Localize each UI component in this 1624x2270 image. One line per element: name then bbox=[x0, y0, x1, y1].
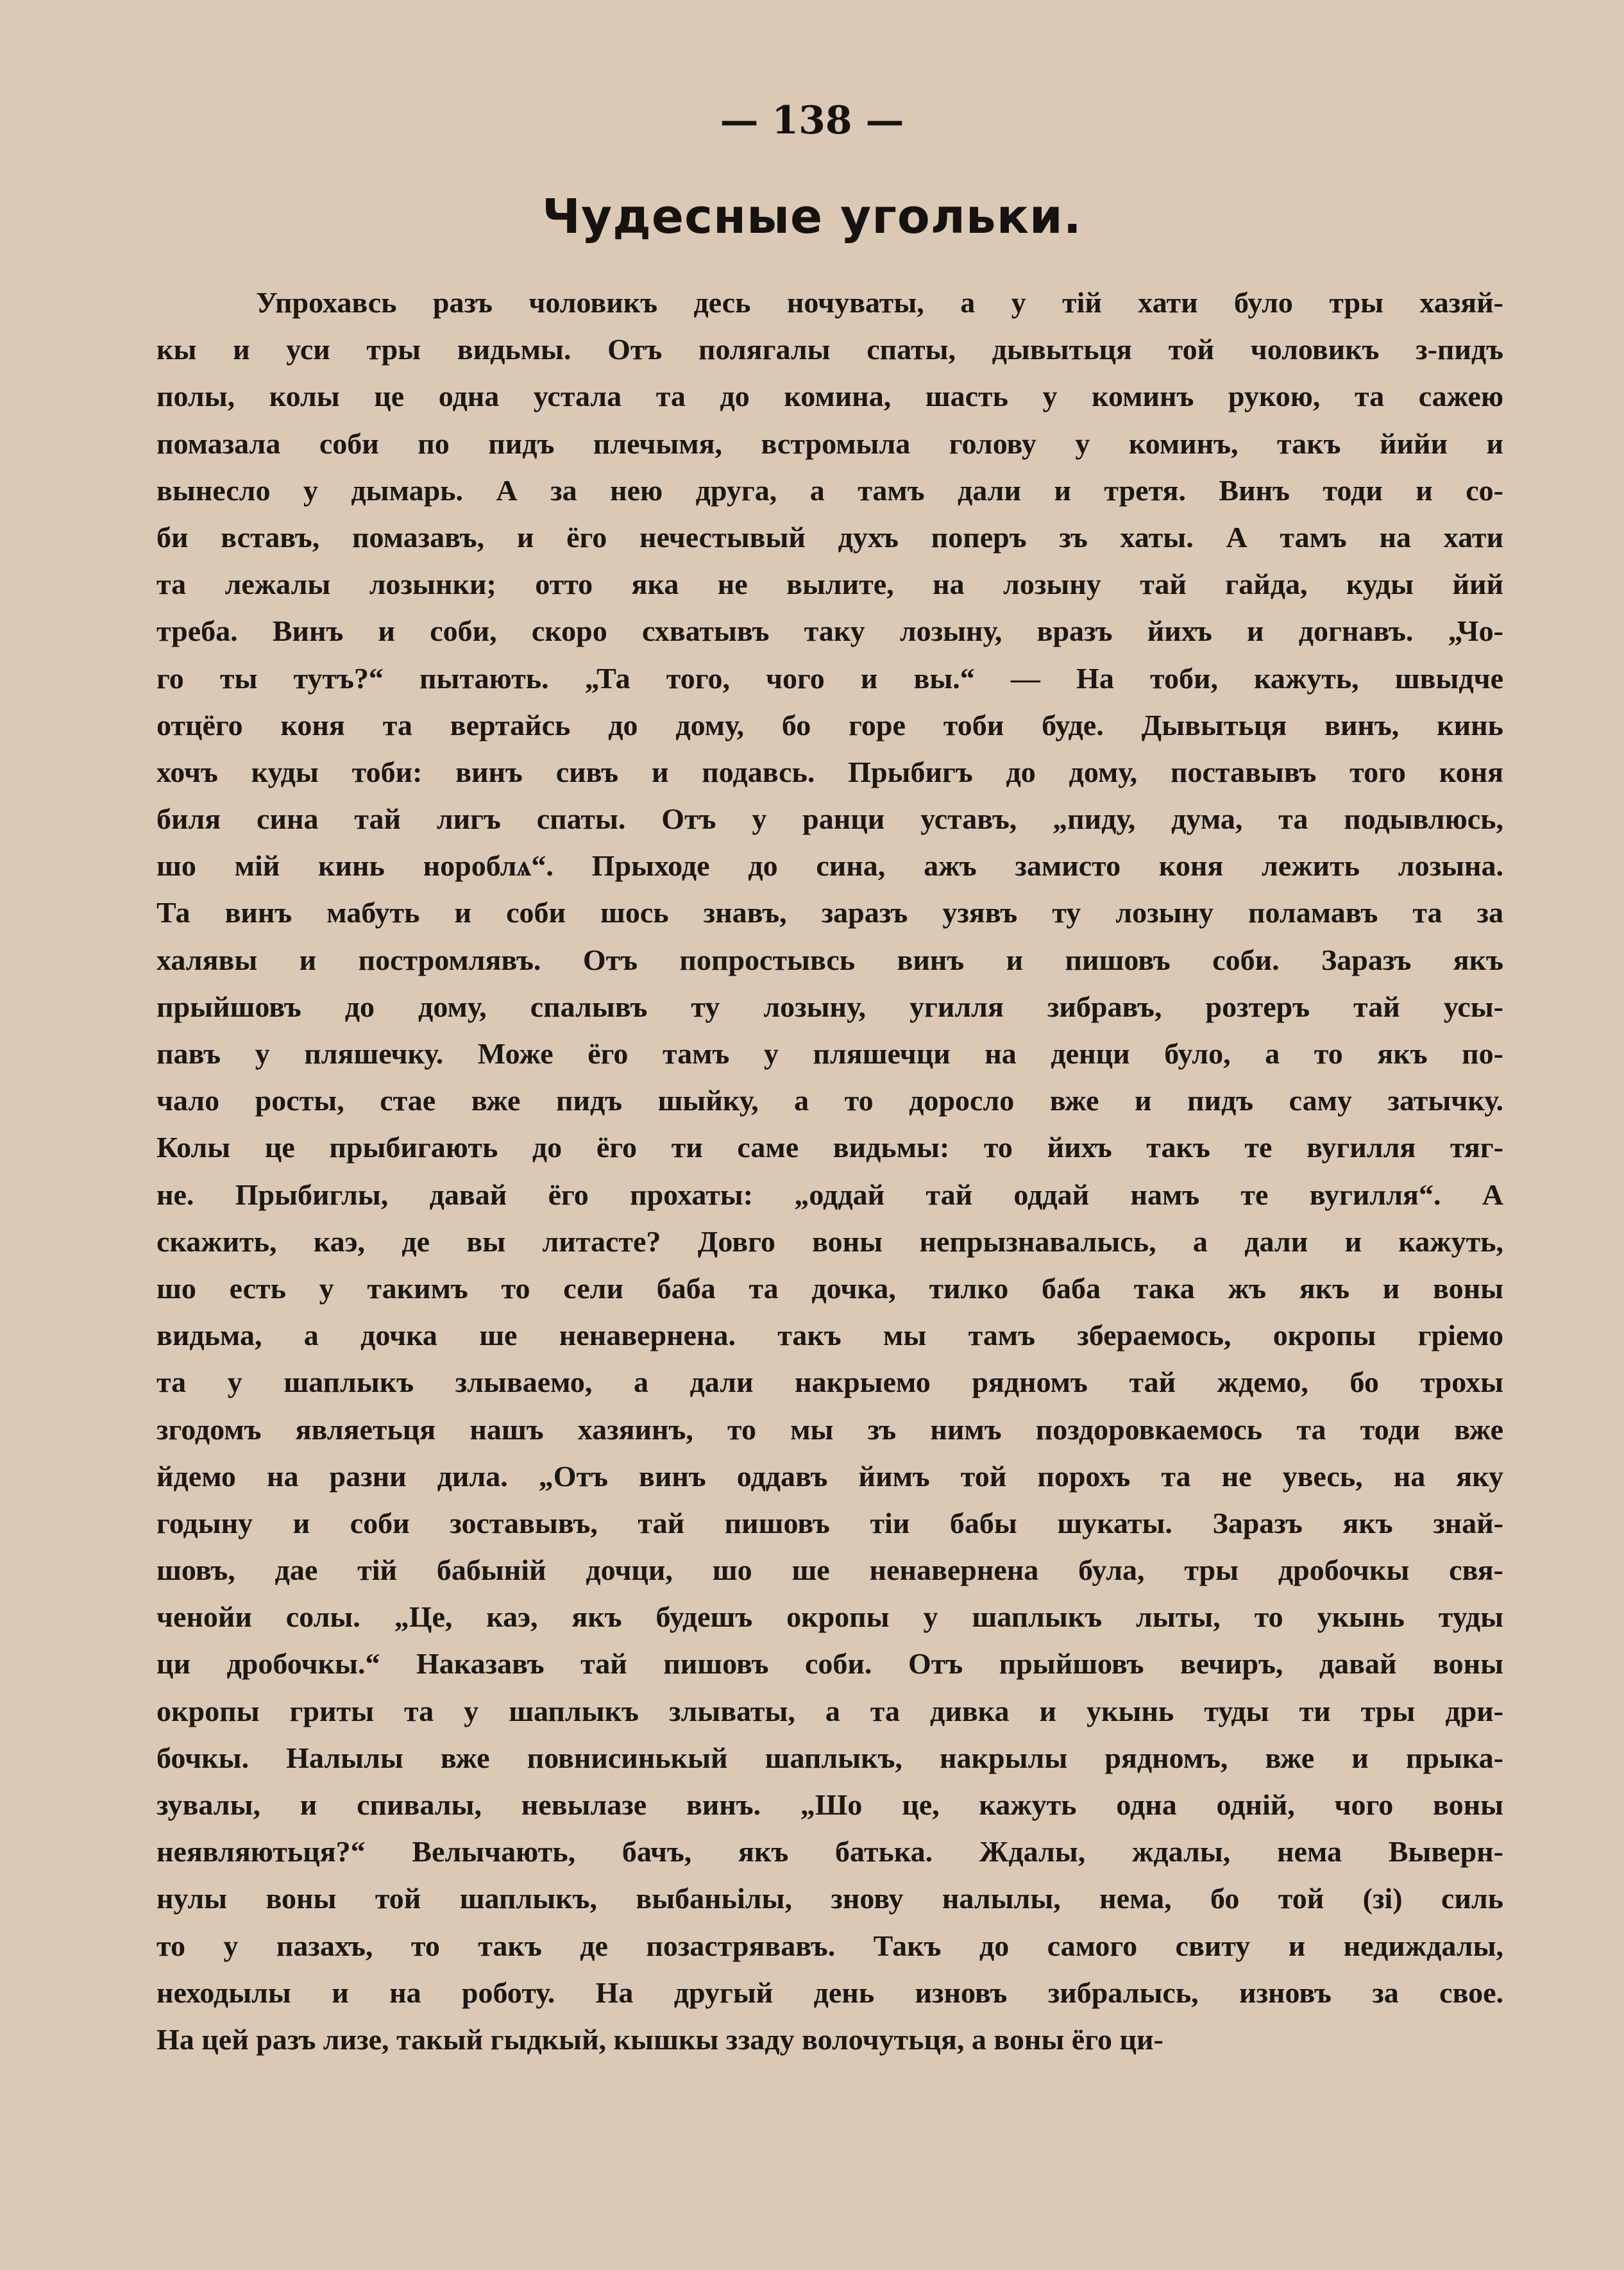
text-line: Колы це прыбигають до ёго ти саме видьмы: то йихъ такъ те вугилля тяг- bbox=[156, 1131, 1503, 1164]
text-line: йдемо на разни дила. „Отъ винъ оддавъ йимъ той порохъ та не увесь, на яку bbox=[156, 1459, 1503, 1493]
text-line: биля сина тай лигъ спаты. Отъ у ранци уставъ, „пиду, дума, та подывлюсь, bbox=[156, 802, 1503, 836]
text-line: та у шаплыкъ злываемо, а дали накрыемо рядномъ тай ждемо, бо трохы bbox=[156, 1366, 1503, 1399]
text-line: На цей разъ лизе, такый гыдкый, кышкы ззаду волочутьця, а воны ёго ци- bbox=[156, 2022, 1163, 2056]
text-line: отцёго коня та вертайсь до дому, бо горе тоби буде. Дывытьця винъ, кинь bbox=[156, 708, 1503, 741]
text-line: Та винъ мабуть и соби шось знавъ, заразъ узявъ ту лозыну поламавъ та за bbox=[156, 896, 1503, 929]
text-line: зувалы, и спивалы, невылазе винъ. „Шо це, кажуть одна одній, чого воны bbox=[156, 1788, 1503, 1821]
text-line: ци дробочкы.“ Наказавъ тай пишовъ соби. Отъ прыйшовъ вечиръ, давай воны bbox=[156, 1647, 1503, 1681]
text-line: прыйшовъ до дому, спалывъ ту лозыну, угилля зибравъ, розтеръ тай усы- bbox=[156, 990, 1503, 1023]
text-line: то у пазахъ, то такъ де позастрявавъ. Такъ до самого свиту и недиждалы, bbox=[156, 1929, 1503, 1962]
text-line: павъ у пляшечку. Може ёго тамъ у пляшечци на денци було, а то якъ по- bbox=[156, 1037, 1503, 1070]
text-line: го ты тутъ?“ пытають. „Та того, чого и вы.“ — На тоби, кажуть, швыдче bbox=[156, 661, 1503, 695]
page-title: Чудесные угольки. bbox=[542, 189, 1082, 244]
text-line: вынесло у дымарь. А за нею друга, а тамъ дали и третя. Винъ тоди и со- bbox=[156, 473, 1503, 507]
text-line: треба. Винъ и соби, скоро схватывъ таку лозыну, вразъ йихъ и догнавъ. „Чо- bbox=[156, 614, 1503, 648]
text-line: окропы гриты та у шаплыкъ злываты, а та дивка и укынь туды ти тры дри- bbox=[156, 1694, 1503, 1727]
text-line: бочкы. Налылы вже повнисинькый шаплыкъ, накрылы рядномъ, вже и прыка- bbox=[156, 1741, 1503, 1774]
text-line: кы и уси тры видьмы. Отъ полягалы спаты, дывытьця той чоловикъ з-пидъ bbox=[156, 333, 1503, 366]
text-line: шовъ, дае тій бабыній дочци, шо ше ненавернена була, тры дробочкы свя- bbox=[156, 1554, 1503, 1587]
text-line: ченойи солы. „Це, каэ, якъ будешъ окропы у шаплыкъ лыты, то укынь туды bbox=[156, 1600, 1503, 1634]
text-line: полы, колы це одна устала та до комина, шасть у коминъ рукою, та сажею bbox=[156, 380, 1503, 413]
text-line: не. Прыбиглы, давай ёго прохаты: „оддай тай оддай намъ те вугилля“. А bbox=[156, 1178, 1503, 1211]
story-text bbox=[156, 279, 1503, 2063]
text-line: неявляютьця?“ Велычають, бачъ, якъ батька. Ждалы, ждалы, нема Выверн- bbox=[156, 1835, 1503, 1868]
text-line: би вставъ, помазавъ, и ёго нечестывый духъ поперъ зъ хаты. А тамъ на хати bbox=[156, 520, 1503, 554]
text-line: Упрохавсь разъ чоловикъ десь ночуваты, а у тій хати було тры хазяй- bbox=[256, 286, 1503, 319]
text-line: видьма, а дочка ше ненавернена. такъ мы тамъ збераемось, окропы гріемо bbox=[156, 1319, 1503, 1352]
text-line: неходылы и на роботу. На другый день изновъ зибралысь, изновъ за свое. bbox=[156, 1976, 1503, 2009]
text-line: скажить, каэ, де вы литасте? Довго воны непрызнавалысь, а дали и кажуть, bbox=[156, 1224, 1503, 1258]
text-line: шо мій кинь нороблѧ“. Прыходе до сина, ажъ замисто коня лежить лозына. bbox=[156, 849, 1503, 883]
text-line: шо есть у такимъ то сели баба та дочка, тилко баба така жъ якъ и воны bbox=[156, 1271, 1503, 1305]
page-number: — 138 — bbox=[720, 98, 904, 143]
text-line: чало росты, стае вже пидъ шыйку, а то доросло вже и пидъ саму затычку. bbox=[156, 1084, 1503, 1117]
text-line: хочъ куды тоби: винъ сивъ и подавсь. Прыбигъ до дому, поставывъ того коня bbox=[156, 755, 1503, 788]
text-line: халявы и постромлявъ. Отъ попростывсь винъ и пишовъ соби. Заразъ якъ bbox=[156, 943, 1503, 976]
text-line: та лежалы лозынки; отто яка не вылите, на лозыну тай гайда, куды йий bbox=[156, 568, 1503, 601]
text-line: нулы воны той шаплыкъ, выбаньілы, знову налылы, нема, бо той (зі) силь bbox=[156, 1882, 1503, 1915]
text-line: помазала соби по пидъ плечымя, встромыла голову у коминъ, такъ йийи и bbox=[156, 427, 1503, 460]
text-line: годыну и соби зоставывъ, тай пишовъ тіи бабы шукаты. Заразъ якъ знай- bbox=[156, 1506, 1503, 1539]
text-line: згодомъ являетьця нашъ хазяинъ, то мы зъ нимъ поздоровкаемось та тоди вже bbox=[156, 1412, 1503, 1446]
